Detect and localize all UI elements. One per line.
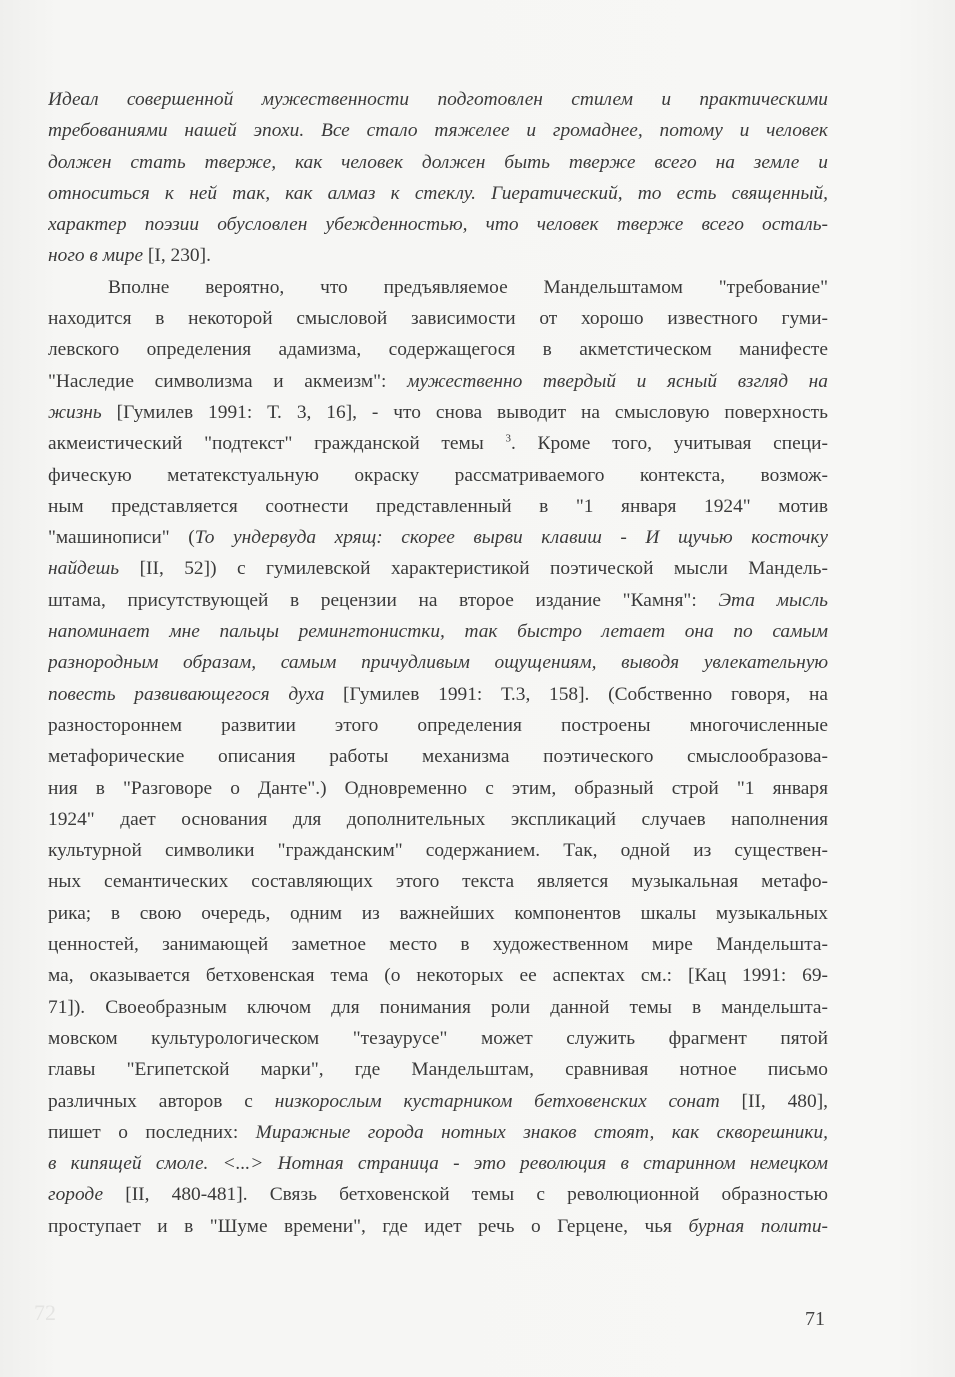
- text-line: [48, 585, 828, 616]
- citation: [II, 480],: [719, 1090, 828, 1112]
- footnote-ref: 3: [505, 432, 511, 445]
- text-line: левского определения адамизма, содержащегося в акметстическом манифесте: [48, 339, 828, 361]
- text-fragment: различных авторов с: [48, 1090, 275, 1112]
- text-fragment: [Гумилев 1991: Т.3, 158]. (Собственно говоря, на: [324, 683, 828, 705]
- text-fragment: пишет о последних:: [48, 1121, 256, 1143]
- text-line: относиться к ней так, как алмаз к стеклу. Гиератический, то есть священный,: [48, 182, 828, 204]
- text-line: разностороннем развитии этого определения построены многочисленные: [48, 714, 828, 736]
- text-line: рика; в свою очередь, одним из важнейших компонентов шкалы музыкальных: [48, 902, 828, 924]
- text-line: ния в "Разговоре о Данте".) Одновременно с этим, образный строй "1 января: [48, 777, 828, 799]
- text-line: мовском культурологическом "тезаурусе" может служить фрагмент пятой: [48, 1027, 828, 1049]
- italic-fragment: То ундервуда хрящ: скорее вырви клавиш - И щучью косточку: [194, 527, 828, 549]
- text-fragment: штама, присутствующей в рецензии на второе издание "Камня":: [48, 589, 719, 611]
- text-line: требованиями нашей эпохи. Все стало тяжелее и громаднее, потому и человек: [48, 120, 828, 142]
- text-line: [48, 366, 828, 397]
- text-fragment: "Наследие символизма и акмеизм":: [48, 370, 408, 392]
- italic-fragment: повесть развивающегося духа: [48, 683, 325, 705]
- citation: [I, 230].: [143, 245, 211, 267]
- bleed-through-page-number: 72: [34, 1300, 56, 1325]
- text-line: [48, 397, 828, 428]
- text-line: [48, 1179, 828, 1210]
- text-fragment: "машинописи" (: [48, 527, 195, 549]
- text-line: главы "Египетской марки", где Мандельштам, сравнивая нотное письмо: [48, 1059, 828, 1081]
- page-number: 71: [805, 1308, 825, 1330]
- text-line: 1924" дает основания для дополнительных экспликаций случаев наполнения: [48, 808, 828, 830]
- italic-fragment: мужественно твердый и ясный взгляд на: [407, 370, 828, 392]
- text-line: [48, 679, 828, 710]
- text-line: находится в некоторой смысловой зависимости от хорошо известного гуми-: [48, 308, 828, 330]
- text-line: фическую метатекстуальную окраску рассматриваемого контекста, возмож-: [48, 464, 828, 486]
- italic-fragment: городе: [48, 1184, 104, 1206]
- text-fragment: проступает и в "Шуме времени", где идет речь о Герцене, чья: [48, 1215, 689, 1237]
- italic-fragment: ного в мире: [48, 245, 144, 267]
- page-text: [48, 84, 828, 1242]
- text-line: напоминает мне пальцы ремингтонистки, так быстро летает она по самым: [48, 621, 828, 643]
- text-line: [48, 240, 828, 271]
- text-line: ценностей, занимающей заметное место в художественном мире Мандельшта-: [48, 934, 828, 956]
- text-line: [48, 1211, 828, 1242]
- text-fragment: [Гумилев 1991: Т. 3, 16], - что снова выводит на смысловую поверхность: [101, 401, 828, 423]
- text-line: [48, 522, 828, 553]
- italic-fragment: низкорослым кустарником бетховенских сонат: [274, 1090, 720, 1112]
- text-fragment: [II, 52]) с гумилевской характеристикой поэтической мысли Мандель-: [119, 558, 828, 580]
- text-fragment: [II, 480-481]. Связь бетховенской темы с революционной образностью: [103, 1184, 828, 1206]
- italic-fragment: Миражные города нотных знаков стоят, как скворешники,: [255, 1121, 828, 1143]
- italic-fragment: Эта мысль: [718, 589, 828, 611]
- text-line: характер поэзии обусловлен убежденностью, что человек тверже всего осталь-: [48, 214, 828, 236]
- text-line: метафорические описания работы механизма поэтического смыслообразова-: [48, 746, 828, 768]
- text-line: в кипящей смоле. <...> Нотная страница - это революция в старинном немецком: [48, 1153, 828, 1175]
- italic-fragment: бурная полити-: [688, 1215, 828, 1237]
- text-line: ным представляется соотнести представленный в "1 января 1924" мотив: [48, 495, 828, 517]
- text-fragment: акмеистический "подтекст" гражданской темы: [48, 433, 506, 455]
- text-line: [48, 1086, 828, 1117]
- text-line: должен стать тверже, как человек должен быть тверже всего на земле и: [48, 151, 828, 173]
- text-line: Идеал совершенной мужественности подготовлен стилем и практическими: [48, 89, 828, 110]
- italic-fragment: найдешь: [48, 558, 120, 580]
- text-fragment: . Кроме того, учитывая специ-: [511, 433, 828, 455]
- italic-fragment: жизнь: [48, 401, 102, 423]
- text-line: культурной символики "гражданским" содержанием. Так, одной из существен-: [48, 840, 828, 862]
- text-line: 71]). Своеобразным ключом для понимания роли данной темы в мандельшта-: [48, 996, 828, 1018]
- text-line: ных семантических составляющих этого текста является музыкальная метафо-: [48, 871, 828, 893]
- text-line: ма, оказывается бетховенская тема (о некоторых ее аспектах см.: [Кац 1991: 69-: [48, 965, 828, 987]
- text-line: [48, 1117, 828, 1148]
- text-line: разнородным образам, самым причудливым ощущениям, выводя увлекательную: [48, 652, 828, 674]
- text-line: [48, 428, 828, 459]
- text-line: [48, 553, 828, 584]
- text-line: Вполне вероятно, что предъявляемое Мандельштамом "требование": [108, 276, 828, 298]
